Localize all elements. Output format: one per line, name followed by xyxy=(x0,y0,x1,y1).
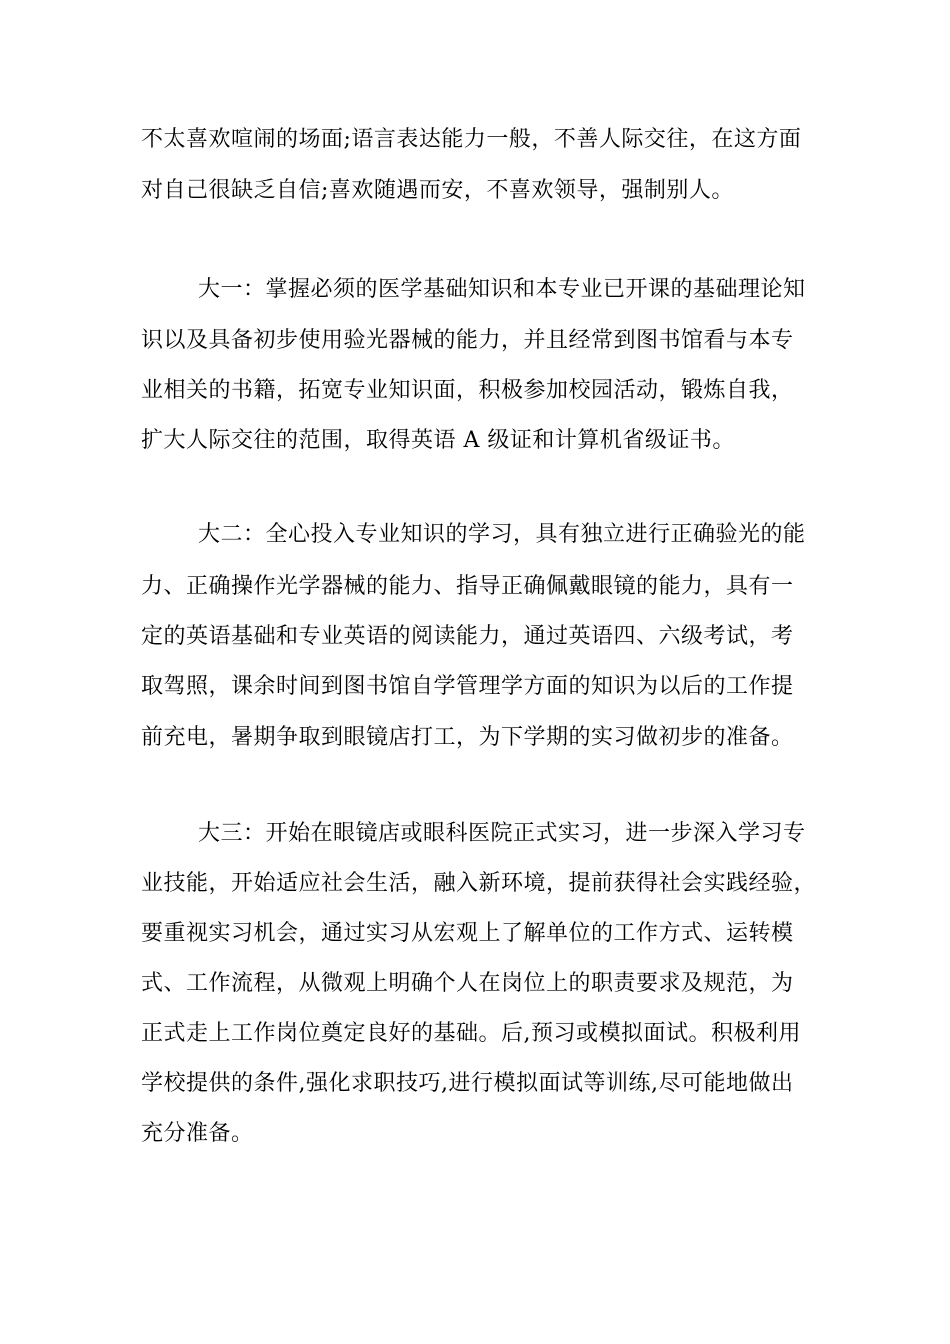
intro-line-1: 不太喜欢喧闹的场面;语言表达能力一般，不善人际交往，在这方面 xyxy=(141,127,802,152)
year-1-line-4: 扩大人际交往的范围，取得英语 A 级证和计算机省级证书。 xyxy=(141,428,735,453)
year-3-line-7: 充分准备。 xyxy=(141,1121,254,1146)
year-3-line-4: 式、工作流程，从微观上明确个人在岗位上的职责要求及规范，为 xyxy=(141,971,794,996)
year-2-line-1: 大二：全心投入专业知识的学习，具有独立进行正确验光的能 xyxy=(198,522,806,547)
year-3-line-1: 大三：开始在眼镜店或眼科医院正式实习，进一步深入学习专 xyxy=(198,821,806,846)
year-1-line-2: 识以及具备初步使用验光器械的能力，并且经常到图书馆看与本专 xyxy=(141,328,794,353)
year-3-line-6: 学校提供的条件,强化求职技巧,进行模拟面试等训练,尽可能地做出 xyxy=(141,1071,794,1096)
year-3-line-5: 正式走上工作岗位奠定良好的基础。后,预习或模拟面试。积极利用 xyxy=(141,1021,801,1046)
year-1-line-3: 业相关的书籍，拓宽专业知识面，积极参加校园活动，锻炼自我， xyxy=(141,378,794,403)
year-3-line-2: 业技能，开始适应社会生活，融入新环境，提前获得社会实践经验， xyxy=(141,871,817,896)
intro-line-2: 对自己很缺乏自信;喜欢随遇而安，不喜欢领导，强制别人。 xyxy=(141,178,734,203)
year-2-line-5: 前充电，暑期争取到眼镜店打工，为下学期的实习做初步的准备。 xyxy=(141,725,794,750)
year-2-line-3: 定的英语基础和专业英语的阅读能力，通过英语四、六级考试，考 xyxy=(141,624,794,649)
year-1-line-1: 大一：掌握必须的医学基础知识和本专业已开课的基础理论知 xyxy=(198,277,806,302)
year-2-line-4: 取驾照，课余时间到图书馆自学管理学方面的知识为以后的工作提 xyxy=(141,674,794,699)
year-3-line-3: 要重视实习机会，通过实习从宏观上了解单位的工作方式、运转模 xyxy=(141,921,794,946)
year-2-line-2: 力、正确操作光学器械的能力、指导正确佩戴眼镜的能力，具有一 xyxy=(141,574,794,599)
